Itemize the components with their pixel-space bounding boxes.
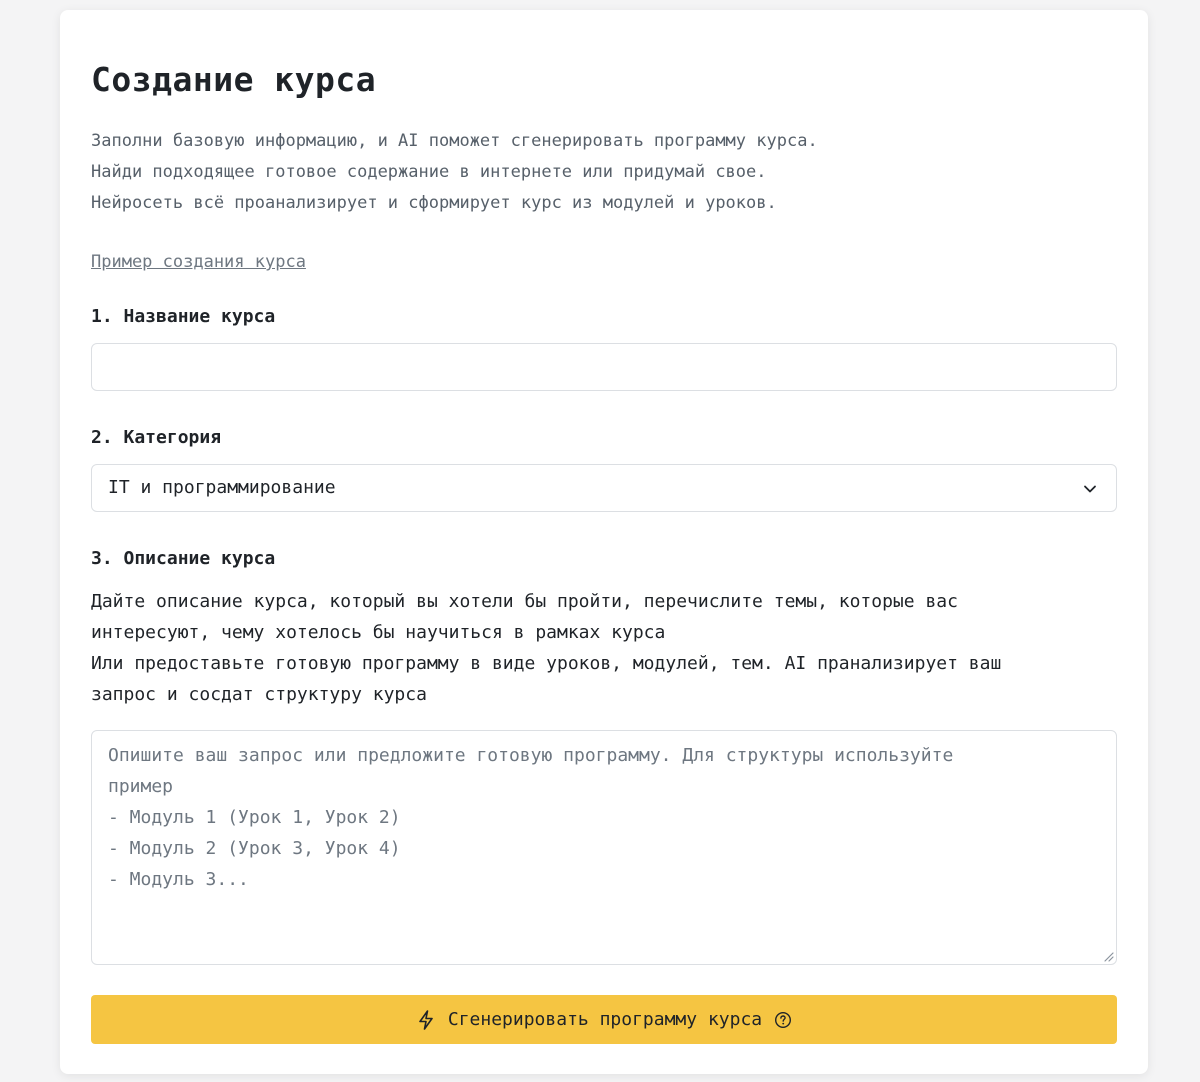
help-line: Или предоставьте готовую программу в виде уроков, модулей, тем. AI пранализирует ваш bbox=[91, 653, 1002, 674]
placeholder-line: - Модуль 1 (Урок 1, Урок 2) bbox=[108, 807, 401, 828]
course-creation-card bbox=[60, 10, 1148, 1074]
placeholder-line: Опишите ваш запрос или предложите готовую программу. Для структуры используйте bbox=[108, 745, 954, 766]
placeholder-line: пример bbox=[108, 776, 174, 797]
example-link[interactable]: Пример создания курса bbox=[91, 252, 306, 272]
placeholder-line: - Модуль 2 (Урок 3, Урок 4) bbox=[108, 838, 401, 859]
generate-program-button[interactable] bbox=[91, 995, 1117, 1044]
course-name-label: 1. Название курса bbox=[91, 306, 276, 327]
intro-line: Найди подходящее готовое содержание в интернете или придумай свое. bbox=[91, 162, 767, 182]
placeholder-line: - Модуль 3... bbox=[108, 869, 249, 890]
description-textarea[interactable] bbox=[91, 730, 1117, 965]
description-label: 3. Описание курса bbox=[91, 548, 276, 569]
page-title: Создание курса bbox=[91, 60, 377, 99]
question-circle-icon[interactable] bbox=[774, 1011, 792, 1029]
help-line: интересуют, чему хотелось бы научиться в рамках курса bbox=[91, 622, 666, 643]
description-placeholder bbox=[108, 740, 953, 895]
category-selected-value: IT и программирование bbox=[108, 477, 336, 498]
category-select[interactable] bbox=[91, 464, 1117, 512]
course-name-input[interactable] bbox=[92, 344, 1116, 390]
lightning-icon bbox=[416, 1009, 436, 1031]
category-label: 2. Категория bbox=[91, 427, 222, 448]
generate-button-label: Сгенерировать программу курса bbox=[447, 1009, 763, 1030]
chevron-down-icon bbox=[1082, 481, 1098, 497]
intro-line: Заполни базовую информацию, и AI поможет сгенерировать программу курса. bbox=[91, 131, 818, 151]
course-name-field[interactable] bbox=[91, 343, 1117, 391]
resize-handle-icon[interactable] bbox=[1102, 950, 1114, 962]
intro-text bbox=[91, 126, 818, 219]
description-help-text bbox=[91, 586, 1001, 710]
intro-line: Нейросеть всё проанализирует и сформирует курс из модулей и уроков. bbox=[91, 193, 777, 213]
help-line: запрос и сосдат структуру курса bbox=[91, 684, 427, 705]
help-line: Дайте описание курса, который вы хотели бы пройти, перечислите темы, которые вас bbox=[91, 591, 958, 612]
